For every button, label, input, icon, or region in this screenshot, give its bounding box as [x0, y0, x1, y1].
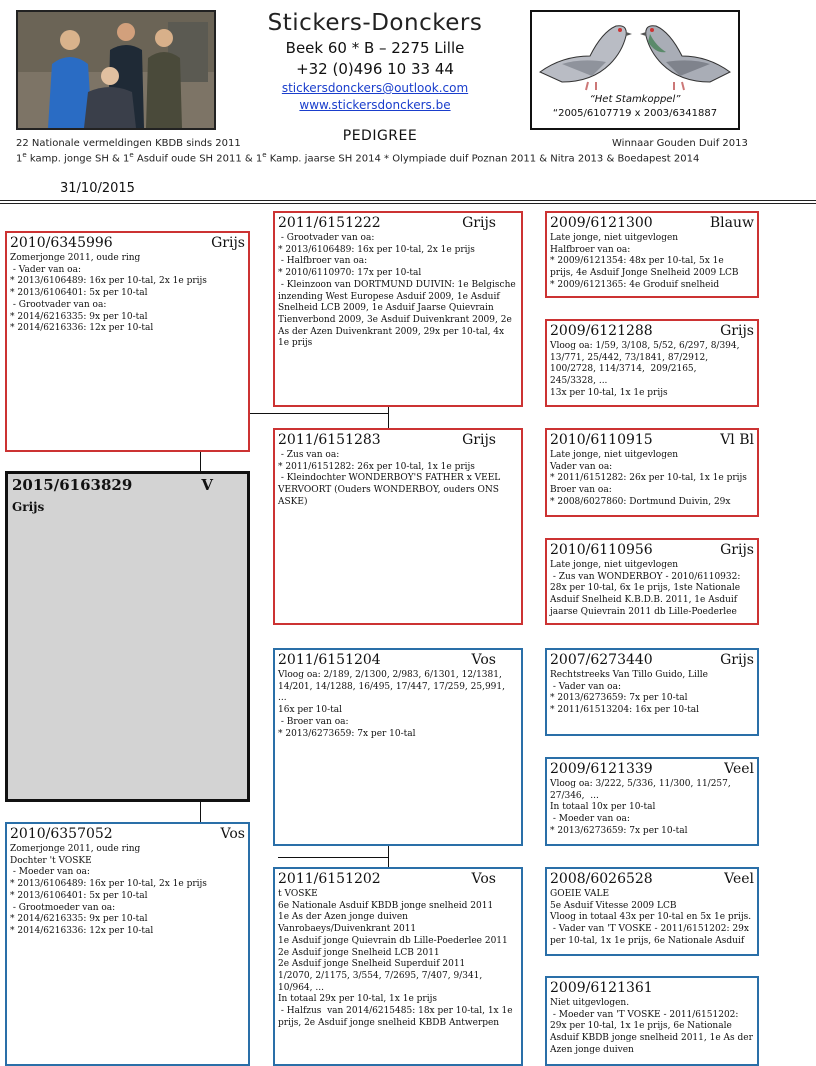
great-grandparent-card — [545, 648, 759, 736]
pigeon-details — [550, 233, 754, 292]
pigeon-ring: 2009/6121339 — [550, 761, 653, 777]
pedigree-line: * 2013/6106401: 5x per 10-tal — [10, 890, 148, 901]
pigeon-card-header — [278, 215, 518, 232]
pedigree-line: - Moeder van oa: — [550, 814, 630, 825]
pedigree-line: Asduif Snelheid K.B.D.B. 2011, 1e Asduif — [550, 595, 738, 606]
pedigree-line: * 2009/6121365: 4e Groduif snelheid — [550, 279, 720, 290]
pigeon-color: Grijs — [462, 215, 496, 231]
pedigree-line: 13/771, 25/442, 73/1841, 87/2912, — [550, 352, 709, 363]
pedigree-line: In totaal 29x per 10-tal, 1x 1e prijs — [278, 994, 437, 1005]
pigeon-card-header — [550, 761, 754, 778]
pedigree-line: * 2013/6106489: 16x per 10-tal, 2x 1e prijs — [10, 276, 207, 287]
pedigree-line: * 2013/6106401: 5x per 10-tal — [10, 288, 148, 299]
main-bird-color: Grijs — [12, 500, 45, 514]
pedigree-line: VERVOORT (Ouders WONDERBOY, ouders ONS — [278, 485, 499, 496]
pedigree-line: 14/201, 14/1288, 16/495, 17/447, 17/259, 25,991, — [278, 681, 505, 692]
pedigree-line: * 2014/6216335: 9x per 10-tal — [10, 311, 148, 322]
pedigree-line: * 2013/6273659: 7x per 10-tal — [550, 693, 688, 704]
pigeon-ring: 2009/6121361 — [550, 980, 653, 996]
pigeon-card-header — [278, 871, 518, 888]
pigeon-details — [278, 889, 518, 1029]
pedigree-line: t VOSKE — [278, 889, 318, 899]
pedigree-line: As der Azen Duivenkrant 2009, 29x per 10-tal, 4x — [278, 326, 505, 337]
connector-line — [388, 846, 389, 867]
header-divider — [0, 203, 816, 204]
main-bird-header — [12, 476, 243, 494]
pigeon-color: Vos — [220, 826, 245, 842]
pedigree-line: Vanrobaeys/Duivenkrant 2011 — [278, 924, 417, 935]
pedigree-line: GOEIE VALE — [550, 889, 610, 899]
pigeon-ring: 2011/6151283 — [278, 432, 381, 448]
pedigree-line: Azen jonge duiven — [550, 1044, 634, 1055]
pedigree-line: 13x per 10-tal, 1x 1e prijs — [550, 387, 668, 398]
pigeon-details — [10, 253, 245, 335]
pedigree-line: Niet uitgevlogen. — [550, 998, 630, 1008]
pedigree-line: Tienverbond 2009, 3e Asduif Duivenkrant 2009, 2e — [278, 314, 512, 325]
pigeon-color: Grijs — [720, 652, 754, 668]
achievement-part: kamp. jonge SH & 1 — [26, 153, 130, 165]
great-grandparent-card — [545, 211, 759, 298]
pigeon-ring: 2011/6151202 — [278, 871, 381, 887]
pedigree-line: Asduif KBDB jonge snelheid 2011, 1e As der — [550, 1033, 753, 1044]
pedigree-line: * 2008/6027860: Dortmund Duivin, 29x — [550, 496, 731, 507]
connector-line — [278, 857, 388, 858]
pedigree-line: - Kleindochter WONDERBOY'S FATHER x VEEL — [278, 473, 501, 484]
gouden-duif-note: Winnaar Gouden Duif 2013 — [612, 138, 748, 149]
pedigree-line: * 2011/6151282: 26x per 10-tal, 1x 1e prijs — [550, 473, 747, 484]
pigeon-card-header — [10, 235, 245, 252]
pedigree-line: * 2011/6151282: 26x per 10-tal, 1x 1e prijs — [278, 461, 475, 472]
grandparent-card — [273, 867, 523, 1066]
pigeon-details — [550, 341, 754, 400]
pigeon-color: Grijs — [720, 323, 754, 339]
pedigree-line: - Halfzus van 2014/6215485: 18x per 10-tal, 1x 1e — [278, 1006, 513, 1017]
achievement-sup: e — [22, 151, 27, 159]
pigeon-details — [278, 670, 518, 740]
pedigree-line: 28x per 10-tal, 6x 1e prijs, 1ste Nationale — [550, 583, 741, 594]
pedigree-line: Snelheid LCB 2009, 1e Asduif Jaarse Quievrain — [278, 303, 494, 314]
pedigree-line: Late jonge, niet uitgevlogen — [550, 560, 679, 570]
website-link[interactable]: www.stickersdonckers.be — [299, 98, 451, 112]
pigeon-color: Blauw — [709, 215, 754, 231]
pedigree-line: - Broer van oa: — [278, 716, 349, 727]
pigeon-color: Grijs — [211, 235, 245, 251]
pedigree-line: * 2010/6110970: 17x per 10-tal — [278, 268, 422, 279]
stamkoppel-rings: “2005/6107719 x 2003/6341887 — [552, 108, 718, 119]
pedigree-line: Vloog oa: 2/189, 2/1300, 2/983, 6/1301, 12/1381, — [278, 670, 502, 680]
breeder-name: Stickers-Donckers — [267, 10, 483, 36]
pedigree-line: Vader van oa: — [550, 461, 613, 472]
pedigree-line: 1e prijs — [278, 338, 313, 349]
pedigree-line: Vloog oa: 3/222, 5/336, 11/300, 11/257, — [550, 779, 731, 789]
pedigree-line: 2e Asduif jonge Snelheid Superduif 2011 — [278, 959, 466, 970]
connector-line — [200, 802, 201, 822]
pigeon-pair-icon — [532, 12, 738, 94]
main-bird-card — [5, 471, 250, 802]
email-link[interactable]: stickersdonckers@outlook.com — [281, 81, 469, 95]
great-grandparent-card — [545, 428, 759, 517]
pigeon-card-header — [278, 432, 518, 449]
main-bird-sex: V — [201, 476, 213, 494]
pedigree-line: ASKE) — [278, 496, 308, 507]
pedigree-line: In totaal 10x per 10-tal — [550, 802, 656, 813]
pedigree-line: 1e Asduif jonge Quievrain db Lille-Poederlee 2011 — [278, 935, 508, 946]
pedigree-line: * 2013/6106489: 16x per 10-tal, 2x 1e prijs — [278, 244, 475, 255]
pedigree-line: - Zus van oa: — [278, 450, 340, 460]
great-grandparent-card — [545, 319, 759, 407]
great-grandparent-card — [545, 757, 759, 846]
connector-line — [250, 413, 389, 414]
pigeon-card-header — [278, 652, 518, 669]
family-photo — [16, 10, 216, 130]
pedigree-line: - Vader van oa: — [550, 681, 621, 692]
grandparent-card — [273, 428, 523, 625]
grandparent-card — [273, 211, 523, 407]
pigeon-details — [550, 560, 754, 619]
pedigree-line: 100/2728, 114/3714, 209/2165, — [550, 364, 697, 375]
pedigree-line: - Vader van 'T VOSKE - 2011/6151202: 29x — [550, 924, 749, 935]
achievement-part: Kamp. jaarse SH 2014 * Olympiade duif Poznan 2011 & Nitra 2013 & Boedapest 2014 — [266, 153, 700, 165]
achievement-part: Asduif oude SH 2011 & 1 — [133, 153, 263, 165]
pedigree-line: - Halfbroer van oa: — [278, 256, 368, 267]
pedigree-line: - Grootvader van oa: — [10, 299, 107, 310]
pedigree-line: - Moeder van oa: — [10, 867, 90, 878]
pigeon-card-header — [550, 652, 754, 669]
document-type: PEDIGREE — [342, 128, 418, 144]
pigeon-color: Grijs — [462, 432, 496, 448]
great-grandparent-card — [545, 976, 759, 1066]
father-card — [5, 231, 250, 452]
pedigree-line: per 10-tal, 1x 1e prijs, 6e Nationale Asduif — [550, 935, 745, 946]
pedigree-line: Vloog in totaal 43x per 10-tal en 5x 1e prijs. — [550, 912, 752, 923]
pedigree-line: 5e Asduif Vitesse 2009 LCB — [550, 900, 677, 911]
national-mentions: 22 Nationale vermeldingen KBDB sinds 2011 — [16, 138, 241, 149]
grandparent-card — [273, 648, 523, 846]
pedigree-line: - Kleinzoon van DORTMUND DUIVIN: 1e Belgische — [278, 279, 516, 290]
pedigree-line: prijs, 2e Asduif jonge snelheid KBDB Antwerpen — [278, 1017, 500, 1028]
pigeon-ring: 2010/6110956 — [550, 542, 653, 558]
pigeon-details — [10, 844, 245, 938]
breeder-phone: +32 (0)496 10 33 44 — [296, 60, 454, 78]
pedigree-line: - Grootmoeder van oa: — [10, 902, 116, 913]
pedigree-line: Zomerjonge 2011, oude ring — [10, 253, 141, 263]
pedigree-line: * 2014/6216335: 9x per 10-tal — [10, 914, 148, 925]
pigeon-details — [550, 450, 754, 509]
pigeon-card-header — [550, 980, 754, 997]
pedigree-line: Late jonge, niet uitgevlogen — [550, 233, 679, 243]
pedigree-line: * 2009/6121354: 48x per 10-tal, 5x 1e — [550, 256, 724, 267]
pigeon-ring: 2007/6273440 — [550, 652, 653, 668]
pigeon-color: Vl Bl — [720, 432, 754, 448]
pedigree-line: Zomerjonge 2011, oude ring — [10, 844, 141, 854]
pigeon-ring: 2010/6357052 — [10, 826, 113, 842]
pigeon-ring: 2010/6110915 — [550, 432, 653, 448]
pigeon-color: Veel — [724, 761, 754, 777]
pedigree-line: 16x per 10-tal — [278, 705, 342, 716]
pedigree-line: 2e Asduif jonge Snelheid LCB 2011 — [278, 947, 440, 958]
pigeon-card-header — [550, 215, 754, 232]
pedigree-line: Dochter 't VOSKE — [10, 855, 92, 866]
pigeon-card-header — [550, 432, 754, 449]
pedigree-line: * 2013/6273659: 7x per 10-tal — [278, 728, 416, 739]
pigeon-ring: 2008/6026528 — [550, 871, 653, 887]
pedigree-line: Vloog oa: 1/59, 3/108, 5/52, 6/297, 8/394, — [550, 341, 740, 351]
achievement-part: 1 — [16, 153, 23, 165]
breeder-address: Beek 60 * B – 2275 Lille — [285, 39, 465, 57]
pigeon-color: Grijs — [720, 542, 754, 558]
pigeon-details — [550, 998, 754, 1057]
connector-line — [388, 407, 389, 428]
pedigree-line: prijs, 4e Asduif Jonge Snelheid 2009 LCB — [550, 268, 739, 279]
pigeon-details — [550, 889, 754, 948]
main-bird-ring: 2015/6163829 — [12, 476, 133, 494]
great-grandparent-card — [545, 538, 759, 625]
achievement-sup: e — [129, 151, 134, 159]
stamkoppel-box — [530, 10, 740, 130]
pigeon-card-header — [550, 542, 754, 559]
pedigree-line: - Grootvader van oa: — [278, 233, 375, 243]
pedigree-line: - Vader van oa: — [10, 264, 81, 275]
pedigree-line: * 2014/6216336: 12x per 10-tal — [10, 925, 154, 936]
pedigree-line: - Zus van WONDERBOY - 2010/6110932: — [550, 571, 741, 582]
pigeon-ring: 2009/6121300 — [550, 215, 653, 231]
pedigree-line: - Moeder van 'T VOSKE - 2011/6151202: — [550, 1009, 739, 1020]
connector-line — [200, 452, 201, 471]
pedigree-line: 10/964, ... — [278, 982, 324, 993]
mother-card — [5, 822, 250, 1066]
pigeon-ring: 2011/6151204 — [278, 652, 381, 668]
pigeon-card-header — [10, 826, 245, 843]
pedigree-line: 6e Nationale Asduif KBDB jonge snelheid 2011 — [278, 900, 494, 911]
pedigree-line: Halfbroer van oa: — [550, 244, 631, 255]
pigeon-card-header — [550, 323, 754, 340]
pedigree-line: jaarse Quievrain 2011 db Lille-Poederlee — [550, 606, 737, 617]
pigeon-ring: 2009/6121288 — [550, 323, 653, 339]
pedigree-line: Late jonge, niet uitgevlogen — [550, 450, 679, 460]
pedigree-line: * 2014/6216336: 12x per 10-tal — [10, 323, 154, 334]
pedigree-line: Broer van oa: — [550, 485, 612, 496]
pedigree-line: 29x per 10-tal, 1x 1e prijs, 6e Nationale — [550, 1021, 732, 1032]
pigeon-details — [278, 450, 518, 509]
pedigree-line: 1e As der Azen jonge duiven — [278, 912, 408, 923]
pigeon-details — [550, 670, 754, 717]
stamkoppel-title: “Het Stamkoppel” — [589, 94, 681, 105]
achievement-sup: e — [262, 151, 267, 159]
pedigree-line: * 2011/61513204: 16x per 10-tal — [550, 705, 699, 716]
pedigree-line: * 2013/6273659: 7x per 10-tal — [550, 825, 688, 836]
family-photo-illustration — [18, 12, 214, 128]
breeder-header — [230, 10, 520, 112]
pigeon-details — [550, 779, 754, 838]
pigeon-color: Vos — [471, 871, 496, 887]
pigeon-details — [278, 233, 518, 350]
pedigree-line: ... — [278, 693, 287, 704]
pedigree-line: 27/346, ... — [550, 790, 599, 801]
pedigree-line: 245/3328, ... — [550, 376, 608, 387]
pedigree-line: 1/2070, 2/1175, 3/554, 7/2695, 7/407, 9/341, — [278, 970, 483, 981]
pigeon-color: Vos — [471, 652, 496, 668]
great-grandparent-card — [545, 867, 759, 956]
achievements-line — [16, 151, 699, 164]
pigeon-card-header — [550, 871, 754, 888]
pedigree-line: inzending West Europese Asduif 2009, 1e Asduif — [278, 291, 500, 302]
pigeon-ring: 2011/6151222 — [278, 215, 381, 231]
header-divider — [0, 200, 816, 201]
pedigree-line: Rechtstreeks Van Tillo Guido, Lille — [550, 670, 708, 680]
document-date: 31/10/2015 — [60, 181, 135, 196]
pigeon-color: Veel — [724, 871, 754, 887]
pigeon-ring: 2010/6345996 — [10, 235, 113, 251]
pedigree-line: * 2013/6106489: 16x per 10-tal, 2x 1e prijs — [10, 879, 207, 890]
